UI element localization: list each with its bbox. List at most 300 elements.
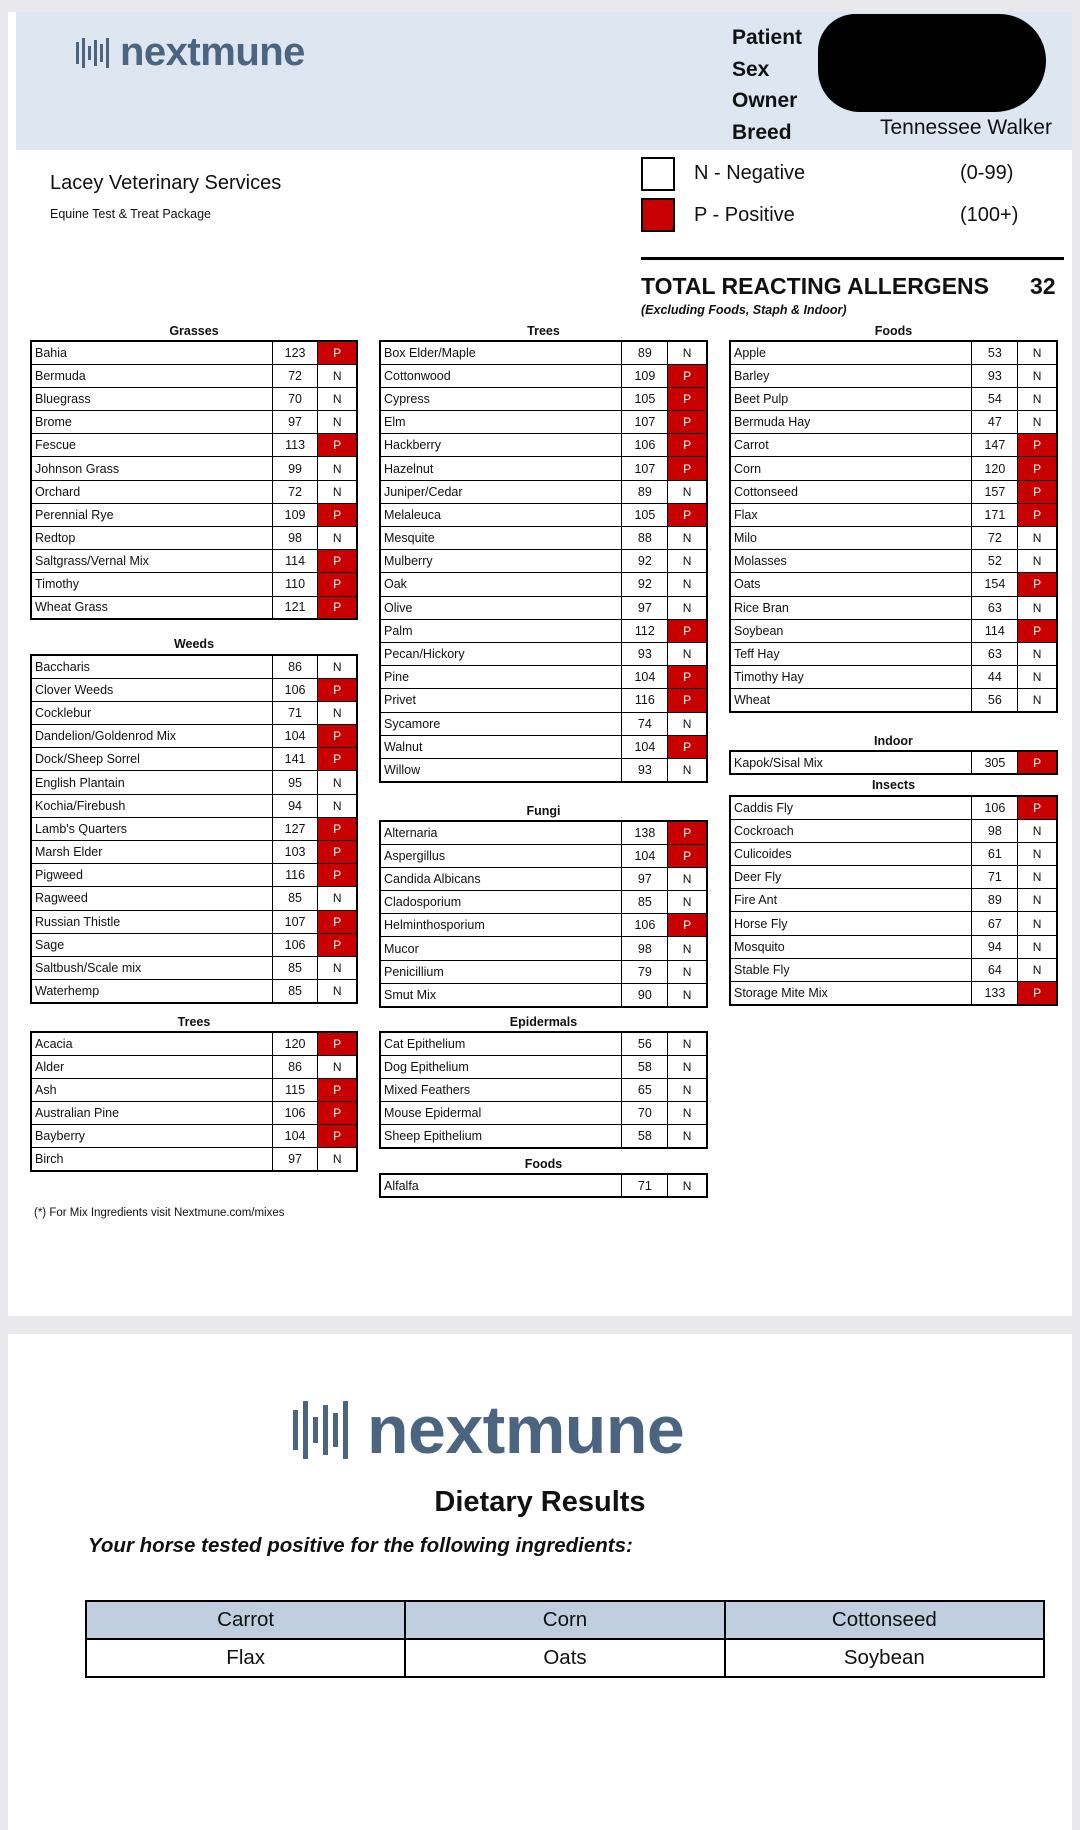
allergen-result: P — [318, 1102, 357, 1125]
allergen-row — [31, 910, 357, 933]
allergen-name: Mouse Epidermal — [380, 1102, 622, 1125]
allergen-result: P — [668, 387, 707, 410]
allergen-result: N — [1018, 387, 1057, 410]
legend-positive-range: (100+) — [960, 204, 1019, 226]
allergen-name: Pigweed — [31, 864, 272, 887]
allergen-result: N — [1018, 527, 1057, 550]
allergen-row — [380, 666, 707, 689]
allergen-value: 89 — [622, 480, 668, 503]
allergen-value: 79 — [622, 960, 668, 983]
allergen-value: 67 — [972, 912, 1018, 935]
allergen-name: Caddis Fly — [730, 796, 972, 819]
allergen-result: P — [668, 364, 707, 387]
dietary-intro: Your horse tested positive for the following ingredients: — [88, 1534, 633, 1557]
allergen-result: P — [1018, 982, 1057, 1005]
allergen-row — [380, 1102, 707, 1125]
allergen-name: Apple — [730, 341, 972, 364]
divider-rule — [641, 257, 1064, 260]
allergen-name: Clover Weeds — [31, 678, 272, 701]
allergen-result: N — [1018, 842, 1057, 865]
allergen-value: 133 — [972, 982, 1018, 1005]
allergen-name: Barley — [730, 364, 972, 387]
weeds-table — [30, 654, 358, 1004]
allergen-name: Sage — [31, 933, 272, 956]
allergen-result: P — [318, 1078, 357, 1101]
allergen-row — [31, 887, 357, 910]
allergen-value: 85 — [272, 887, 318, 910]
allergen-result: N — [318, 527, 357, 550]
allergen-value: 104 — [622, 666, 668, 689]
allergen-result: N — [668, 527, 707, 550]
allergen-name: Marsh Elder — [31, 841, 272, 864]
allergen-result: N — [1018, 912, 1057, 935]
allergen-value: 112 — [622, 619, 668, 642]
dietary-cell: Cottonseed — [725, 1601, 1044, 1639]
allergen-name: Privet — [380, 689, 622, 712]
allergen-name: Hazelnut — [380, 457, 622, 480]
allergen-result: N — [318, 980, 357, 1003]
allergen-name: Molasses — [730, 550, 972, 573]
total-label: TOTAL REACTING ALLERGENS — [641, 273, 989, 299]
dietary-cell: Flax — [86, 1639, 405, 1677]
allergen-row — [31, 1078, 357, 1101]
dietary-cell: Carrot — [86, 1601, 405, 1639]
allergen-row — [730, 889, 1057, 912]
allergen-result: P — [668, 457, 707, 480]
allergen-name: Orchard — [31, 480, 272, 503]
section-title-trees-mid: Trees — [527, 324, 560, 338]
allergen-row — [730, 796, 1057, 819]
allergen-value: 88 — [622, 527, 668, 550]
allergen-row — [31, 841, 357, 864]
allergen-row — [31, 655, 357, 678]
allergen-value: 123 — [272, 341, 318, 364]
allergen-row — [380, 844, 707, 867]
allergen-value: 93 — [622, 758, 668, 781]
allergen-value: 65 — [622, 1078, 668, 1101]
allergen-name: Saltbush/Scale mix — [31, 956, 272, 979]
allergen-name: Ash — [31, 1078, 272, 1101]
allergen-value: 104 — [272, 725, 318, 748]
allergen-name: Cottonwood — [380, 364, 622, 387]
allergen-name: Timothy — [31, 573, 272, 596]
patient-label: Patient — [732, 26, 803, 49]
brand-name: nextmune — [120, 30, 305, 74]
allergen-result: P — [318, 933, 357, 956]
allergen-row — [730, 434, 1057, 457]
allergen-value: 98 — [622, 937, 668, 960]
allergen-value: 58 — [622, 1055, 668, 1078]
allergen-name: Saltgrass/Vernal Mix — [31, 550, 272, 573]
allergen-value: 70 — [622, 1102, 668, 1125]
allergen-value: 56 — [622, 1032, 668, 1055]
allergen-value: 52 — [972, 550, 1018, 573]
allergen-value: 116 — [272, 864, 318, 887]
allergen-value: 147 — [972, 434, 1018, 457]
allergen-name: Storage Mite Mix — [730, 982, 972, 1005]
allergen-value: 74 — [622, 712, 668, 735]
allergen-row — [380, 937, 707, 960]
legend-positive-label: P - Positive — [694, 204, 795, 226]
allergen-value: 97 — [622, 867, 668, 890]
allergen-row — [730, 573, 1057, 596]
allergen-value: 104 — [272, 1125, 318, 1148]
allergen-name: Willow — [380, 758, 622, 781]
negative-swatch — [641, 157, 675, 191]
allergen-row — [31, 457, 357, 480]
allergen-row — [31, 341, 357, 364]
allergen-result: P — [318, 503, 357, 526]
allergen-name: Wheat — [730, 689, 972, 712]
foods-mid-table — [379, 1173, 708, 1198]
allergen-result: P — [318, 910, 357, 933]
allergen-name: Redtop — [31, 527, 272, 550]
allergen-result: P — [318, 748, 357, 771]
allergen-result: N — [668, 712, 707, 735]
allergen-row — [730, 751, 1057, 774]
allergen-row — [380, 1078, 707, 1101]
allergen-value: 103 — [272, 841, 318, 864]
foods-right-table — [729, 340, 1058, 713]
allergen-row — [380, 712, 707, 735]
allergen-result: P — [1018, 751, 1057, 774]
allergen-row — [31, 364, 357, 387]
section-title-trees-left: Trees — [177, 1015, 211, 1029]
allergen-result: P — [1018, 457, 1057, 480]
allergen-row — [380, 457, 707, 480]
allergen-value: 154 — [972, 573, 1018, 596]
allergen-row — [380, 1032, 707, 1055]
allergen-name: Alternaria — [380, 821, 622, 844]
allergen-name: Milo — [730, 527, 972, 550]
allergen-name: Mulberry — [380, 550, 622, 573]
allergen-row — [380, 891, 707, 914]
epidermals-table — [379, 1031, 708, 1149]
allergen-row — [31, 794, 357, 817]
allergen-value: 95 — [272, 771, 318, 794]
allergen-name: Cladosporium — [380, 891, 622, 914]
allergen-row — [730, 341, 1057, 364]
allergen-row — [380, 573, 707, 596]
allergen-result: P — [318, 817, 357, 840]
allergen-name: Cat Epithelium — [380, 1032, 622, 1055]
allergen-row — [31, 1102, 357, 1125]
allergen-row — [380, 596, 707, 619]
allergen-row — [31, 678, 357, 701]
allergen-name: Bahia — [31, 341, 272, 364]
allergen-value: 56 — [972, 689, 1018, 712]
allergen-result: P — [668, 821, 707, 844]
allergen-row — [31, 503, 357, 526]
allergen-name: Waterhemp — [31, 980, 272, 1003]
trees-mid-table — [379, 340, 708, 783]
allergen-name: Cockroach — [730, 819, 972, 842]
allergen-result: P — [318, 573, 357, 596]
allergen-value: 107 — [622, 457, 668, 480]
allergen-value: 106 — [622, 914, 668, 937]
allergen-name: Walnut — [380, 735, 622, 758]
allergen-name: Oats — [730, 573, 972, 596]
allergen-name: Flax — [730, 503, 972, 526]
allergen-name: Carrot — [730, 434, 972, 457]
allergen-name: Beet Pulp — [730, 387, 972, 410]
allergen-row — [31, 1148, 357, 1171]
allergen-name: Cocklebur — [31, 701, 272, 724]
allergen-value: 85 — [272, 980, 318, 1003]
grasses-table — [30, 340, 358, 620]
trees-left-table — [30, 1031, 358, 1172]
allergen-name: Baccharis — [31, 655, 272, 678]
allergen-row — [730, 387, 1057, 410]
allergen-result: N — [1018, 958, 1057, 981]
allergen-result: N — [668, 891, 707, 914]
allergen-name: Dock/Sheep Sorrel — [31, 748, 272, 771]
allergen-result: N — [1018, 889, 1057, 912]
redaction-mark — [818, 14, 1046, 112]
allergen-value: 72 — [972, 527, 1018, 550]
clinic-name: Lacey Veterinary Services — [50, 172, 282, 194]
allergen-result: P — [1018, 480, 1057, 503]
allergen-result: N — [1018, 341, 1057, 364]
allergen-result: N — [668, 480, 707, 503]
allergen-name: Stable Fly — [730, 958, 972, 981]
allergen-row — [380, 619, 707, 642]
allergen-row — [31, 956, 357, 979]
allergen-row — [380, 1055, 707, 1078]
section-title-epidermals: Epidermals — [509, 1015, 578, 1029]
allergen-value: 85 — [622, 891, 668, 914]
allergen-row — [31, 980, 357, 1003]
allergen-result: N — [318, 1055, 357, 1078]
allergen-row — [730, 666, 1057, 689]
allergen-name: Bermuda Hay — [730, 411, 972, 434]
allergen-name: Kapok/Sisal Mix — [730, 751, 972, 774]
allergen-row — [730, 935, 1057, 958]
allergen-row — [730, 550, 1057, 573]
allergen-value: 71 — [622, 1174, 668, 1197]
allergen-result: N — [1018, 689, 1057, 712]
allergen-name: Sheep Epithelium — [380, 1125, 622, 1148]
dietary-page — [8, 1334, 1072, 1830]
allergen-name: Culicoides — [730, 842, 972, 865]
allergen-name: Helminthosporium — [380, 914, 622, 937]
allergen-result: N — [668, 1174, 707, 1197]
allergen-row — [380, 364, 707, 387]
allergen-result: P — [1018, 503, 1057, 526]
allergen-value: 104 — [622, 844, 668, 867]
allergen-row — [730, 866, 1057, 889]
allergen-result: P — [318, 725, 357, 748]
allergen-value: 106 — [272, 678, 318, 701]
allergen-value: 58 — [622, 1125, 668, 1148]
allergen-name: Juniper/Cedar — [380, 480, 622, 503]
allergen-result: N — [1018, 411, 1057, 434]
allergen-row — [730, 364, 1057, 387]
allergen-value: 114 — [972, 619, 1018, 642]
allergen-result: P — [668, 735, 707, 758]
allergen-result: P — [668, 844, 707, 867]
allergen-name: Johnson Grass — [31, 457, 272, 480]
allergen-value: 94 — [972, 935, 1018, 958]
allergen-name: Mixed Feathers — [380, 1078, 622, 1101]
allergen-row — [31, 480, 357, 503]
total-value: 32 — [1030, 273, 1056, 299]
allergen-result: N — [1018, 364, 1057, 387]
allergen-row — [380, 960, 707, 983]
allergen-value: 97 — [272, 1148, 318, 1171]
allergen-result: N — [668, 937, 707, 960]
total-note: (Excluding Foods, Staph & Indoor) — [641, 303, 847, 317]
allergen-value: 171 — [972, 503, 1018, 526]
allergen-value: 44 — [972, 666, 1018, 689]
allergen-name: Timothy Hay — [730, 666, 972, 689]
allergen-name: Alder — [31, 1055, 272, 1078]
allergen-name: Russian Thistle — [31, 910, 272, 933]
allergen-value: 157 — [972, 480, 1018, 503]
allergen-name: Olive — [380, 596, 622, 619]
allergen-name: Candida Albicans — [380, 867, 622, 890]
allergen-row — [730, 842, 1057, 865]
allergen-result: P — [318, 678, 357, 701]
allergen-result: N — [668, 573, 707, 596]
allergen-value: 86 — [272, 655, 318, 678]
allergen-value: 71 — [272, 701, 318, 724]
allergen-name: Sycamore — [380, 712, 622, 735]
allergen-name: Elm — [380, 411, 622, 434]
allergen-name: Cypress — [380, 387, 622, 410]
allergen-row — [730, 527, 1057, 550]
allergen-value: 105 — [622, 387, 668, 410]
allergen-row — [730, 642, 1057, 665]
allergen-row — [31, 1032, 357, 1055]
allergen-row — [380, 341, 707, 364]
allergen-result: P — [668, 503, 707, 526]
allergen-name: Pecan/Hickory — [380, 642, 622, 665]
allergen-row — [380, 689, 707, 712]
allergen-row — [31, 411, 357, 434]
allergen-value: 109 — [622, 364, 668, 387]
allergen-result: N — [318, 411, 357, 434]
allergen-result: P — [318, 841, 357, 864]
owner-label: Owner — [732, 89, 798, 112]
allergen-name: Brome — [31, 411, 272, 434]
allergen-row — [380, 434, 707, 457]
allergen-value: 106 — [972, 796, 1018, 819]
allergen-result: N — [1018, 550, 1057, 573]
allergen-name: Box Elder/Maple — [380, 341, 622, 364]
dietary-table — [85, 1600, 1045, 1678]
allergen-row — [380, 983, 707, 1006]
allergen-result: N — [318, 457, 357, 480]
allergen-row — [730, 958, 1057, 981]
allergen-name: Palm — [380, 619, 622, 642]
results-page — [8, 12, 1072, 1316]
allergen-value: 115 — [272, 1078, 318, 1101]
allergen-result: P — [668, 666, 707, 689]
allergen-row — [380, 480, 707, 503]
allergen-name: Bluegrass — [31, 387, 272, 410]
allergen-name: Australian Pine — [31, 1102, 272, 1125]
allergen-name: Kochia/Firebush — [31, 794, 272, 817]
allergen-row — [380, 1174, 707, 1197]
allergen-value: 94 — [272, 794, 318, 817]
allergen-name: Cottonseed — [730, 480, 972, 503]
allergen-name: Alfalfa — [380, 1174, 622, 1197]
allergen-result: N — [318, 655, 357, 678]
allergen-row — [31, 748, 357, 771]
allergen-result: P — [668, 689, 707, 712]
allergen-result: N — [1018, 935, 1057, 958]
allergen-value: 106 — [272, 933, 318, 956]
allergen-name: Horse Fly — [730, 912, 972, 935]
allergen-name: Lamb's Quarters — [31, 817, 272, 840]
allergen-value: 92 — [622, 573, 668, 596]
allergen-row — [31, 817, 357, 840]
allergen-row — [380, 503, 707, 526]
allergen-row — [380, 758, 707, 781]
allergen-row — [380, 1125, 707, 1148]
allergen-row — [31, 596, 357, 619]
allergen-result: P — [668, 914, 707, 937]
allergen-result: N — [1018, 866, 1057, 889]
legend-negative-range: (0-99) — [960, 162, 1014, 184]
allergen-value: 116 — [622, 689, 668, 712]
allergen-name: Perennial Rye — [31, 503, 272, 526]
section-title-foods-right: Foods — [874, 324, 913, 338]
allergen-value: 85 — [272, 956, 318, 979]
patient-labels — [732, 22, 802, 148]
section-title-insects: Insects — [871, 778, 916, 792]
allergen-result: N — [1018, 819, 1057, 842]
allergen-result: N — [318, 771, 357, 794]
allergen-result: P — [1018, 796, 1057, 819]
allergen-value: 90 — [622, 983, 668, 1006]
package-name: Equine Test & Treat Package — [50, 207, 211, 221]
allergen-row — [380, 821, 707, 844]
allergen-value: 72 — [272, 364, 318, 387]
allergen-row — [380, 914, 707, 937]
allergen-name: Corn — [730, 457, 972, 480]
dietary-cell: Soybean — [725, 1639, 1044, 1677]
allergen-name: Bermuda — [31, 364, 272, 387]
allergen-value: 104 — [622, 735, 668, 758]
allergen-name: Fire Ant — [730, 889, 972, 912]
allergen-row — [730, 411, 1057, 434]
allergen-row — [730, 689, 1057, 712]
dietary-title: Dietary Results — [434, 1486, 646, 1518]
allergen-name: Deer Fly — [730, 866, 972, 889]
allergen-value: 105 — [622, 503, 668, 526]
allergen-result: P — [318, 550, 357, 573]
allergen-result: N — [668, 642, 707, 665]
allergen-value: 93 — [622, 642, 668, 665]
allergen-value: 121 — [272, 596, 318, 619]
allergen-row — [31, 527, 357, 550]
fungi-table — [379, 820, 708, 1008]
allergen-value: 127 — [272, 817, 318, 840]
section-title-fungi: Fungi — [526, 804, 561, 818]
dietary-row — [86, 1639, 1044, 1677]
allergen-value: 92 — [622, 550, 668, 573]
allergen-result: N — [668, 1055, 707, 1078]
allergen-result: N — [668, 1125, 707, 1148]
allergen-value: 70 — [272, 387, 318, 410]
allergen-row — [730, 819, 1057, 842]
brand-logo-large — [293, 1391, 684, 1469]
allergen-result: N — [668, 758, 707, 781]
allergen-result: N — [1018, 666, 1057, 689]
allergen-row — [730, 982, 1057, 1005]
